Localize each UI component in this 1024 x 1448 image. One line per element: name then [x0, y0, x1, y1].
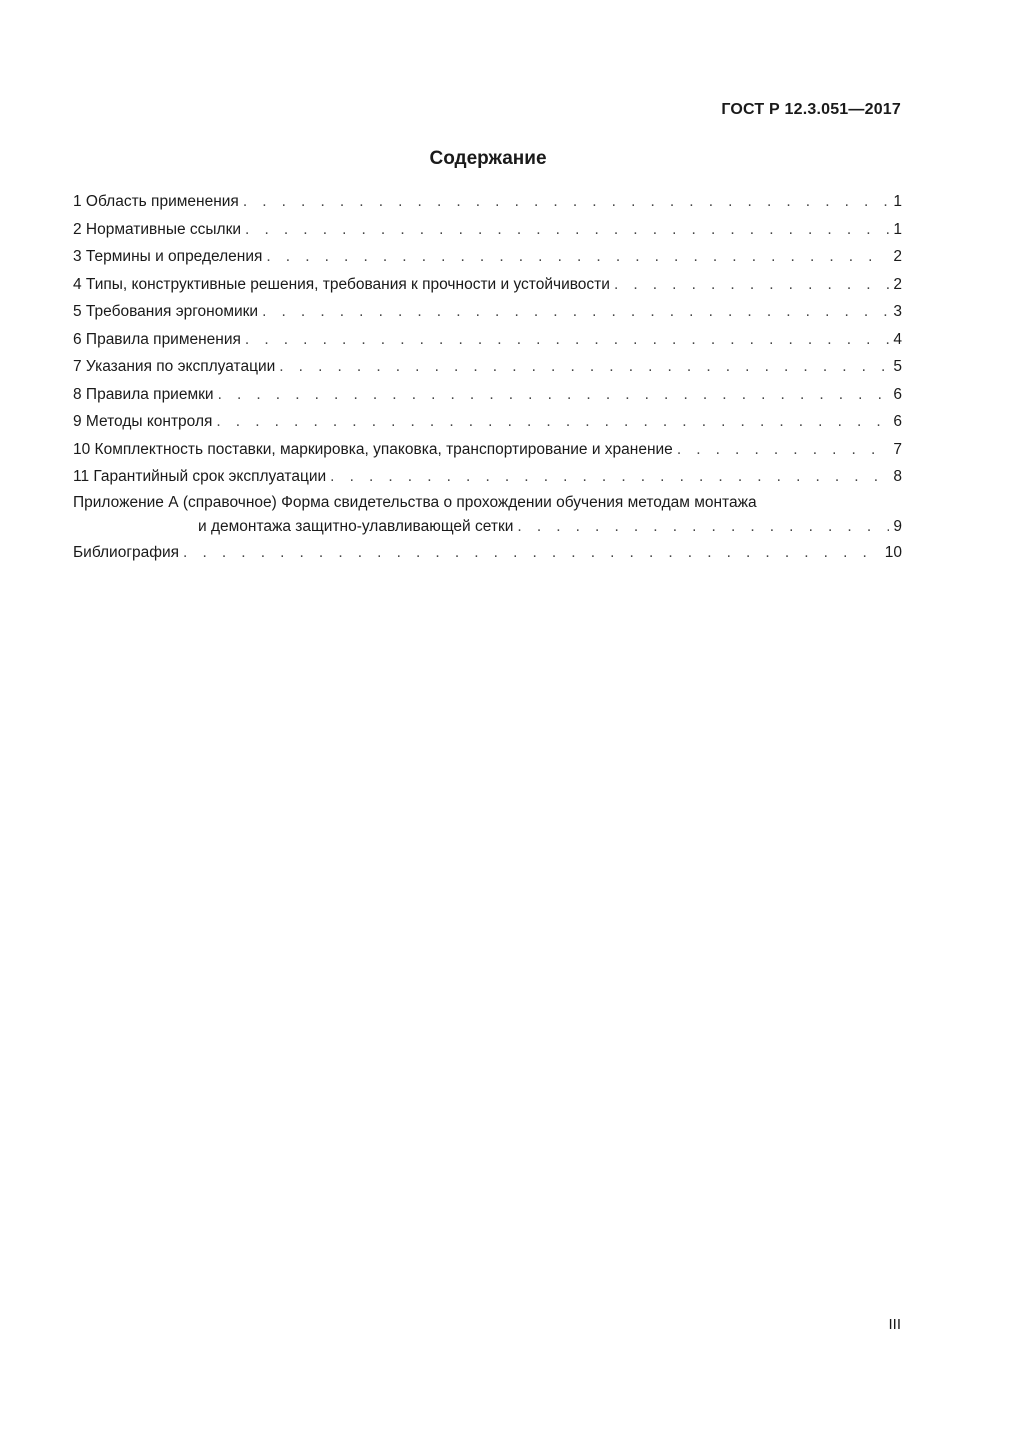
dot-leader [262, 298, 889, 326]
dot-leader [243, 188, 890, 216]
toc-entry [73, 353, 902, 381]
toc-entry-label: 6 Правила применения [73, 330, 241, 348]
dot-leader [183, 539, 881, 567]
dot-leader [266, 243, 889, 271]
toc-appendix-continuation: и демонтажа защитно-улавливающей сетки [198, 517, 514, 535]
toc-entry-label: 11 Гарантийный срок эксплуатации [73, 468, 327, 485]
dot-leader [245, 326, 889, 354]
toc-entry-label: 2 Нормативные ссылки [73, 220, 242, 238]
dot-leader [245, 216, 889, 244]
toc-entry-page: 8 [893, 468, 902, 485]
toc-entry [73, 298, 902, 326]
toc-appendix-page: 9 [893, 517, 902, 535]
page-number: III [888, 1316, 901, 1333]
toc-entry [73, 188, 902, 216]
dot-leader [330, 463, 889, 491]
toc-entry-label: 1 Область применения [73, 193, 239, 210]
toc-entry-page: 6 [893, 413, 902, 430]
dot-leader [216, 408, 889, 436]
toc-appendix-title: Приложение А (справочное) Форма свидетельства о прохождении обучения методам монтажа [73, 493, 757, 511]
toc-entry-page: 1 [893, 193, 902, 210]
toc-entry-page: 5 [893, 358, 902, 375]
dot-leader [517, 515, 889, 539]
toc-appendix-entry [73, 515, 902, 539]
dot-leader [218, 381, 890, 409]
toc-entry-page: 7 [893, 440, 902, 458]
toc-entry-label: 3 Термины и определения [73, 248, 263, 265]
toc-entry-label: 5 Требования эргономики [73, 303, 259, 320]
toc-entry-page: 2 [893, 248, 902, 265]
toc-entry-label: 8 Правила приемки [73, 385, 214, 403]
page-title: Содержание [429, 148, 547, 169]
toc-entry-label: 7 Указания по эксплуатации [73, 358, 276, 375]
dot-leader [279, 353, 889, 381]
toc-entry [73, 216, 902, 244]
toc-entry [73, 408, 902, 436]
toc-entry-page: 6 [893, 385, 902, 403]
toc-entry-page: 4 [893, 330, 902, 348]
toc-entry [73, 463, 902, 491]
toc-entry-label: 9 Методы контроля [73, 413, 213, 430]
document-code: ГОСТ Р 12.3.051—2017 [721, 101, 901, 118]
toc-entry [73, 243, 902, 271]
table-of-contents [73, 188, 902, 566]
toc-entry [73, 271, 902, 299]
toc-entry-label: 10 Комплектность поставки, маркировка, упаковка, транспортирование и хранение [73, 440, 673, 458]
toc-entry [73, 326, 902, 354]
toc-entry [73, 381, 902, 409]
dot-leader [677, 436, 890, 464]
toc-entry-label: 4 Типы, конструктивные решения, требования к прочности и устойчивости [73, 275, 610, 293]
dot-leader [614, 271, 889, 299]
toc-bibliography-label: Библиография [73, 543, 180, 561]
toc-bibliography-page: 10 [884, 543, 902, 561]
toc-entry-page: 1 [893, 220, 902, 238]
toc-bibliography-entry [73, 539, 902, 567]
toc-entry [73, 436, 902, 464]
toc-entry-page: 2 [893, 275, 902, 293]
toc-entry-page: 3 [893, 303, 902, 320]
